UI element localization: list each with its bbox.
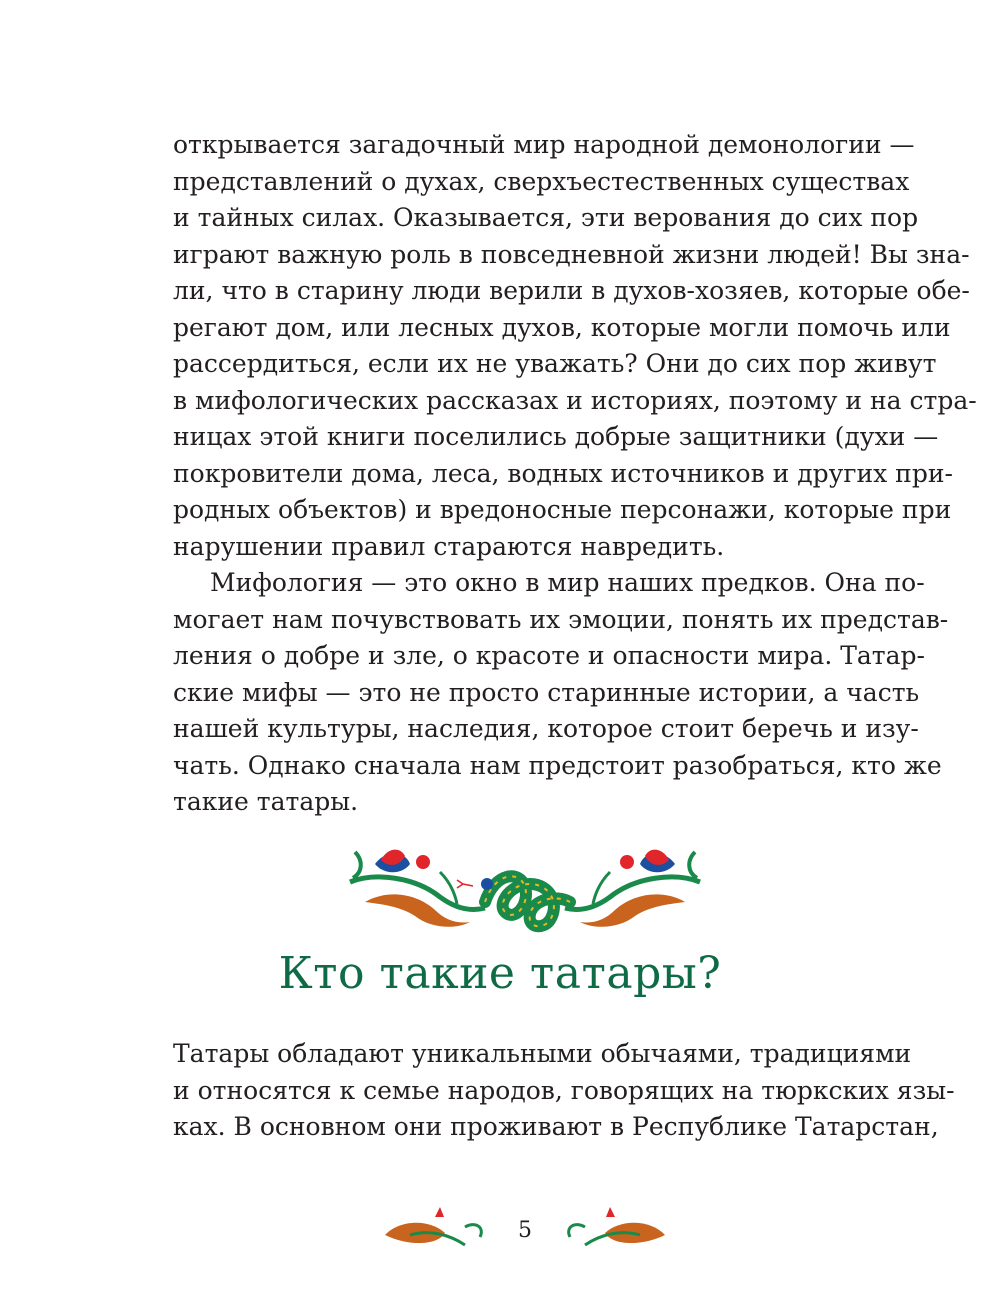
text-line: могает нам почувствовать их эмоции, понять их представ-	[173, 604, 949, 634]
serpent-floral-ornament-icon	[345, 842, 705, 934]
text-line: родных объектов) и вредоносные персонажи, которые при	[173, 495, 952, 524]
ornament-left-half	[350, 850, 485, 927]
serpent-icon	[457, 876, 570, 926]
section-heading: Кто такие татары?	[278, 948, 722, 999]
text-line: играют важную роль в повседневной жизни людей! Вы зна-	[173, 239, 970, 269]
text-line: ли, что в старину люди верили в духов-хозяев, которые обе-	[173, 276, 970, 305]
text-line: и относятся к семье народов, говорящих на тюркских язы-	[173, 1075, 955, 1105]
ornament-right-half	[565, 850, 700, 927]
main-text-block	[173, 127, 977, 821]
text-line: открывается загадочный мир народной демонологии —	[173, 130, 915, 159]
text-line: нашей культуры, наследия, которое стоит беречь и изу-	[173, 714, 919, 743]
text-line: ления о добре и зле, о красоте и опасности мира. Татар-	[173, 641, 925, 670]
floral-ornament-right-icon	[569, 1207, 665, 1245]
text-line: рассердиться, если их не уважать? Они до сих пор живут	[173, 349, 937, 378]
text-line: чать. Однако сначала нам предстоит разобраться, кто же	[173, 750, 942, 780]
text-line: регают дом, или лесных духов, которые могли помочь или	[173, 312, 951, 342]
text-line: такие татары.	[173, 787, 359, 816]
text-line: в мифологических рассказах и историях, поэтому и на стра-	[173, 385, 977, 415]
text-line: ках. В основном они проживают в Республике Татарстан,	[173, 1112, 939, 1141]
text-line: ницах этой книги поселились добрые защитники (духи —	[173, 422, 939, 451]
page-number: 5	[518, 1218, 532, 1243]
text-line: нарушении правил стараются навредить.	[173, 531, 725, 561]
text-line: покровители дома, леса, водных источников и других при-	[173, 458, 953, 488]
text-line: и тайных силах. Оказывается, эти верования до сих пор	[173, 203, 919, 232]
text-line: Татары обладают уникальными обычаями, традициями	[173, 1039, 912, 1068]
text-line: Мифология — это окно в мир наших предков. Она по-	[210, 568, 925, 597]
floral-ornament-left-icon	[385, 1207, 481, 1245]
text-line: ские мифы — это не просто старинные истории, а часть	[173, 677, 920, 707]
text-line: представлений о духах, сверхъестественных существах	[173, 166, 910, 196]
section-text-block	[173, 1036, 955, 1146]
